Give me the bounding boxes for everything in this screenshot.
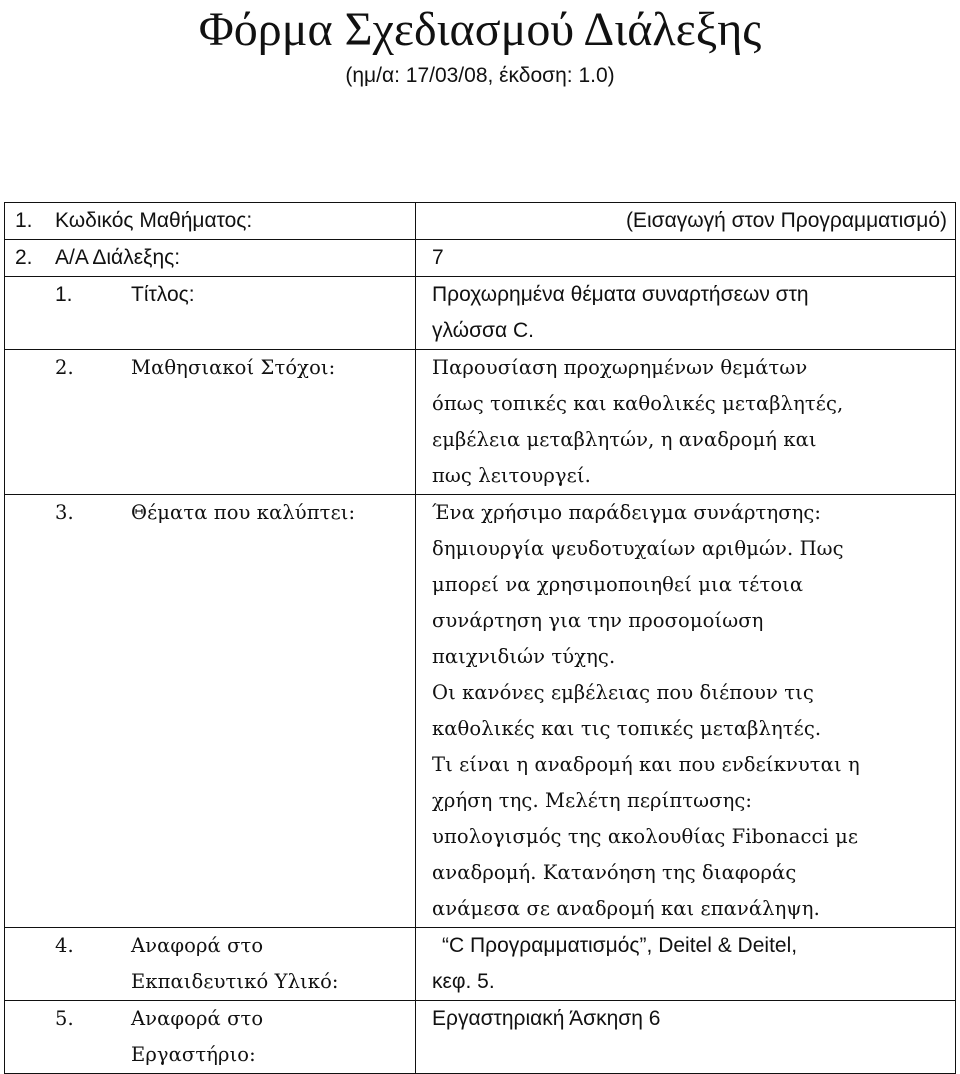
label-line: Αναφορά στο — [131, 1007, 264, 1030]
topics-line: χρήση της. Μελέτη περίπτωσης: — [432, 789, 753, 812]
topics-line: αναδρομή. Κατανόηση της διαφοράς — [432, 861, 797, 884]
row-label: Θέματα που καλύπτει: — [131, 501, 356, 524]
row-label: Τίτλος: — [131, 283, 195, 306]
value-cell — [416, 495, 956, 928]
topics-line: ανάμεσα σε αναδρομή και επανάληψη. — [432, 897, 820, 920]
topics-line: καθολικές και τις τοπικές μεταβλητές. — [432, 717, 822, 740]
label-line: Αναφορά στο — [131, 934, 264, 957]
row-lecture-no — [5, 240, 956, 277]
row-course-code — [5, 203, 956, 240]
topics-line: Ένα χρήσιμο παράδειγμα συνάρτησης: — [432, 501, 822, 524]
course-code-value: (Εισαγωγή στον Προγραμματισμό) — [625, 209, 947, 232]
title-line: Προχωρημένα θέματα συναρτήσεων στη — [432, 283, 809, 306]
label-cell — [5, 1001, 416, 1074]
label-cell — [5, 928, 416, 1001]
row-label: Μαθησιακοί Στόχοι: — [131, 356, 336, 379]
topics-line: Οι κανόνες εμβέλειας που διέπουν τις — [432, 681, 814, 704]
row-number: 2. — [15, 246, 33, 269]
row-label: Α/Α Διάλεξης: — [55, 246, 181, 269]
objectives-line: Παρουσίαση προχωρημένων θεμάτων — [432, 356, 808, 379]
lecture-no-value: 7 — [432, 246, 444, 269]
value-cell — [416, 240, 956, 277]
lecture-form-table — [4, 202, 956, 1074]
material-line: “C Προγραμματισμός”, Deitel & Deitel, — [442, 934, 798, 957]
value-cell — [416, 203, 956, 240]
row-lab — [5, 1001, 956, 1074]
row-number: 1. — [55, 283, 73, 306]
value-cell — [416, 350, 956, 495]
row-topics — [5, 495, 956, 928]
objectives-line: πως λειτουργεί. — [432, 464, 591, 487]
form-title: Φόρμα Σχεδιασμού Διάλεξης — [198, 3, 762, 56]
objectives-line: εμβέλεια μεταβλητών, η αναδρομή και — [432, 428, 817, 451]
label-cell — [5, 203, 416, 240]
row-title — [5, 277, 956, 350]
topics-line: υπολογισμός της ακολουθίας Fibonacci με — [432, 825, 859, 848]
label-cell — [5, 277, 416, 350]
value-cell — [416, 277, 956, 350]
topics-line: δημιουργία ψευδοτυχαίων αριθμών. Πως — [432, 537, 844, 560]
row-label — [131, 1001, 415, 1073]
topics-line: παιχνιδιών τύχης. — [432, 645, 616, 668]
row-number: 1. — [15, 209, 33, 232]
title-line: γλώσσα C. — [432, 319, 534, 342]
row-number: 3. — [55, 501, 74, 524]
label-cell — [5, 350, 416, 495]
row-label — [131, 928, 415, 1000]
form-subtitle: (ημ/α: 17/03/08, έκδοση: 1.0) — [345, 64, 615, 87]
label-cell — [5, 240, 416, 277]
topics-line: μπορεί να χρησιμοποιηθεί μια τέτοια — [432, 573, 804, 596]
row-number: 4. — [55, 934, 74, 957]
row-material — [5, 928, 956, 1001]
objectives-line: όπως τοπικές και καθολικές μεταβλητές, — [432, 392, 844, 415]
row-number: 2. — [55, 356, 74, 379]
value-cell — [416, 928, 956, 1001]
label-line: Εκπαιδευτικό Υλικό: — [131, 970, 339, 993]
row-objectives — [5, 350, 956, 495]
topics-line: Τι είναι η αναδρομή και που ενδείκνυται η — [432, 753, 860, 776]
row-number: 5. — [55, 1007, 74, 1030]
row-label: Κωδικός Μαθήματος: — [55, 209, 253, 232]
topics-line: συνάρτηση για την προσομοίωση — [432, 609, 764, 632]
material-line: κεφ. 5. — [432, 970, 495, 993]
label-cell — [5, 495, 416, 928]
value-cell — [416, 1001, 956, 1074]
label-line: Εργαστήριο: — [131, 1043, 256, 1066]
lab-value: Εργαστηριακή Άσκηση 6 — [432, 1007, 661, 1030]
